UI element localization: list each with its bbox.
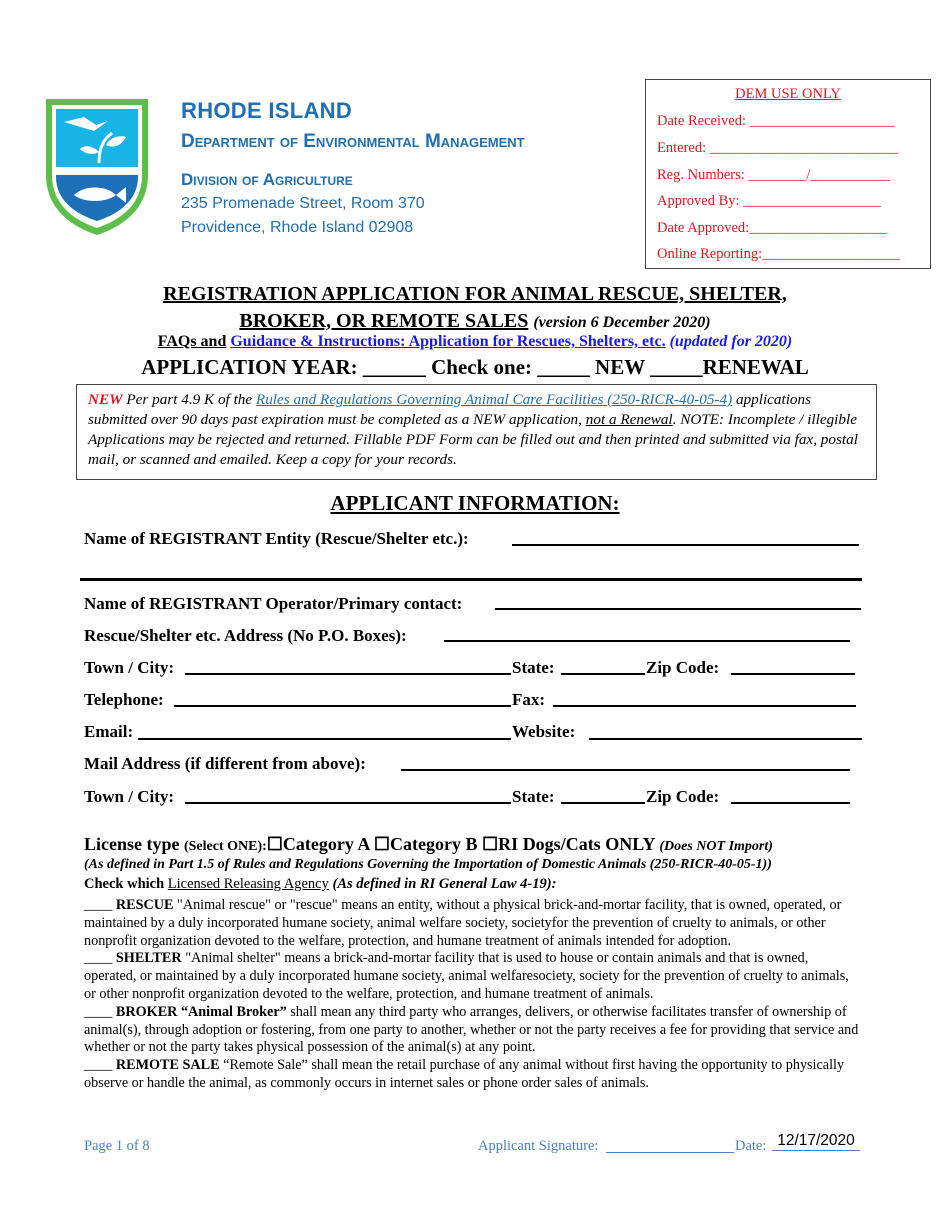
license-type-line — [84, 834, 773, 855]
fax-field[interactable] — [553, 705, 856, 707]
definition-remote-sale — [84, 1057, 864, 1093]
dem-date-approved: Date Approved:___________________ — [657, 220, 887, 236]
zip-label: Zip Code: — [646, 658, 720, 677]
email-label: Email: — [84, 722, 134, 741]
check-which: Check which — [84, 876, 165, 892]
mail-address-label: Mail Address (if different from above): — [84, 754, 366, 773]
signature-field[interactable] — [606, 1152, 734, 1153]
applicant-info-heading: APPLICANT INFORMATION: — [330, 491, 620, 515]
department-name: Department of Environmental Management — [181, 131, 525, 152]
shelter-term: SHELTER — [115, 950, 182, 967]
form-title-line1: REGISTRATION APPLICATION FOR ANIMAL RESCUE, SHELTER, — [163, 283, 787, 305]
ri-dem-logo — [44, 97, 150, 237]
license-type-label: License type — [84, 834, 180, 854]
check-agency-line — [84, 876, 556, 893]
telephone-field[interactable] — [174, 705, 511, 707]
address-field[interactable] — [444, 640, 850, 642]
shelter-blank[interactable]: ____ — [84, 950, 113, 967]
agency-definitions — [84, 897, 864, 1093]
faq-line — [0, 333, 950, 351]
zip-field[interactable] — [731, 673, 855, 675]
definition-broker — [84, 1004, 864, 1057]
entity-label: Name of REGISTRANT Entity (Rescue/Shelter etc.): — [84, 529, 469, 548]
notice-part1: Per part 4.9 K of the — [126, 391, 253, 408]
dem-approved-by: Approved By: ___________________ — [657, 193, 881, 209]
category-b-checkbox[interactable]: ☐Category B — [373, 834, 478, 854]
rescue-term: RESCUE — [115, 897, 174, 913]
entity-field[interactable] — [512, 544, 859, 546]
dem-entered: Entered: __________________________ — [657, 140, 899, 156]
town-field[interactable] — [185, 673, 511, 675]
broker-blank[interactable]: ____ — [84, 1003, 113, 1020]
operator-field[interactable] — [495, 608, 861, 610]
notice-new: NEW — [88, 391, 123, 408]
ri-only-checkbox[interactable]: ☐RI Dogs/Cats ONLY — [482, 834, 655, 854]
state2-label: State: — [512, 787, 555, 806]
zip2-label: Zip Code: — [646, 787, 720, 806]
dem-date-received: Date Received: ____________________ — [657, 113, 895, 129]
broker-term: BROKER “Animal Broker” — [115, 1003, 287, 1020]
agency-definition: (As defined in RI General Law 4-19): — [332, 876, 557, 892]
rescue-blank[interactable]: ____ — [84, 897, 113, 913]
definition-shelter — [84, 950, 864, 1003]
address-label: Rescue/Shelter etc. Address (No P.O. Boxes): — [84, 626, 407, 645]
fax-label: Fax: — [512, 690, 546, 709]
definition-rescue — [84, 897, 864, 950]
telephone-label: Telephone: — [84, 690, 164, 709]
email-field[interactable] — [138, 738, 511, 740]
signature-label: Applicant Signature: — [478, 1138, 599, 1154]
remote-sale-blank[interactable]: ____ — [84, 1057, 113, 1074]
form-title-line2 — [0, 310, 950, 333]
entity-field-line2[interactable] — [80, 578, 862, 581]
rescue-text: "Animal rescue" or "rescue" means an entity, without a physical brick-and-mortar facility, that is owned, operated, or maintained by a duly incorporated humane society, animal welfare society, societyfor the prevention of cruelty to animals, or other nonprofit organization devoted to the welfare, protection, and humane treatment of animals intended for adoption. — [84, 897, 842, 949]
releasing-agency: Licensed Releasing Agency — [167, 876, 329, 892]
application-year-line: APPLICATION YEAR: ______ Check one: _____ NEW _____RENEWAL — [141, 355, 809, 379]
license-definition-note: (As defined in Part 1.5 of Rules and Regulations Governing the Importation of Domestic Animals (250-RICR-40-05-1)) — [84, 857, 772, 872]
date-field[interactable]: 12/17/2020 — [772, 1132, 860, 1151]
dem-use-only-box — [645, 79, 931, 269]
broker-text: shall mean any third party who arranges, delivers, or otherwise facilitates transfer of ownership of animal(s), through adoption or fostering, from one party to another, whether or not the party receives a fee for providing that service and whether or not the party takes physical possession of the animal(s) at any point. — [84, 1003, 859, 1056]
faq-prefix: FAQs and — [157, 333, 227, 350]
license-select-one: (Select ONE): — [183, 839, 267, 854]
street-address: 235 Promenade Street, Room 370 — [181, 195, 425, 212]
rules-link[interactable]: Rules and Regulations Governing Animal Care Facilities (250-RICR-40-05-4) — [255, 391, 733, 408]
not-import-note: (Does NOT Import) — [659, 839, 773, 854]
page-number: Page 1 of 8 — [84, 1138, 150, 1154]
town2-field[interactable] — [185, 802, 511, 804]
town-label: Town / City: — [84, 658, 175, 677]
city-address: Providence, Rhode Island 02908 — [181, 219, 414, 236]
shelter-text: "Animal shelter" means a brick-and-mortar facility that is used to house or contain animals and that is owned, operated, or maintained by a duly incorporated humane society, animal welfaresociety, society for the prevention of cruelty to animals, or other nonprofit organization devoted to the welfare, protection, and humane treatment of animals. — [84, 950, 849, 1002]
zip2-field[interactable] — [731, 802, 850, 804]
division-name: Division of Agriculture — [181, 170, 353, 189]
state2-field[interactable] — [561, 802, 645, 804]
notice-part3: . NOTE: Incomplete / illegible Applications may be rejected and returned. Fillable PDF Form can be filled out and then printed and submitted via fax, postal mail, or scanned and emailed. Keep a copy for your records. — [88, 411, 858, 468]
operator-label: Name of REGISTRANT Operator/Primary contact: — [84, 594, 463, 613]
state-name: RHODE ISLAND — [181, 98, 353, 123]
category-a-checkbox[interactable]: ☐Category A — [266, 834, 370, 854]
guidance-link[interactable]: Guidance & Instructions: Application for Rescues, Shelters, etc. — [230, 333, 666, 350]
dem-use-title: DEM USE ONLY — [735, 86, 841, 102]
notice-part2: applications submitted over 90 days past expiration must be completed as a NEW application, — [88, 391, 812, 428]
remote-sale-text: “Remote Sale” shall mean the retail purchase of any animal without first having the opportunity to physically observe or handle the animal, as commonly occurs in internet sales or phone order sales of animals. — [84, 1057, 845, 1091]
not-renewal: not a Renewal — [585, 411, 673, 428]
dem-reg-numbers: Reg. Numbers: ________/___________ — [657, 167, 891, 183]
remote-sale-term: REMOTE SALE — [115, 1057, 220, 1074]
form-version: (version 6 December 2020) — [533, 314, 711, 331]
website-label: Website: — [512, 722, 576, 741]
notice-box — [76, 384, 877, 480]
date-label: Date: — [735, 1138, 767, 1154]
state-field[interactable] — [561, 673, 645, 675]
dem-online-reporting: Online Reporting:___________________ — [657, 246, 900, 262]
mail-address-field[interactable] — [401, 769, 850, 771]
notice-text — [88, 390, 868, 470]
town2-label: Town / City: — [84, 787, 175, 806]
state-label: State: — [512, 658, 555, 677]
website-field[interactable] — [589, 738, 862, 740]
form-title-main: BROKER, OR REMOTE SALES — [239, 310, 529, 332]
faq-updated: (updated for 2020) — [669, 333, 793, 350]
